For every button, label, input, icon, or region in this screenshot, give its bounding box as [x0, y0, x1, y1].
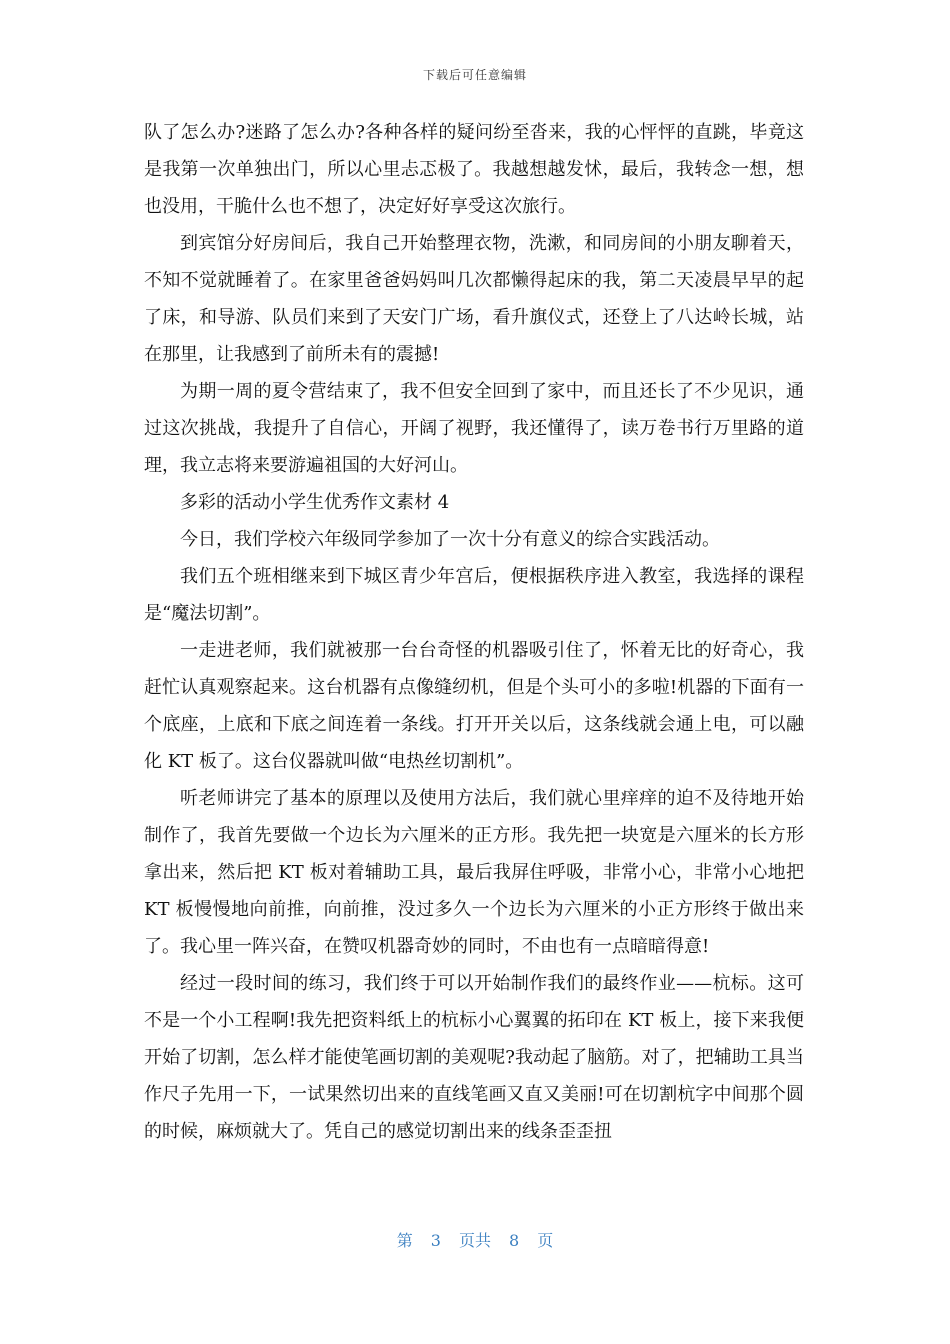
document-body: [144, 114, 804, 1150]
page-header: 下载后可任意编辑: [422, 68, 527, 82]
footer-label-end: 页: [537, 1231, 554, 1250]
paragraph: 到宾馆分好房间后，我自己开始整理衣物，洗漱，和同房间的小朋友聊着天，不知不觉就睡着了。在家里爸爸妈妈叫几次都懒得起床的我，第二天凌晨早早的起了床，和导游、队员们来到了天安门广场，看升旗仪式，还登上了八达岭长城，站在那里，让我感到了前所未有的震撼!: [144, 233, 804, 365]
paragraph: 一走进老师，我们就被那一台台奇怪的机器吸引住了，怀着无比的好奇心，我赶忙认真观察起来。这台机器有点像缝纫机，但是个头可小的多啦!机器的下面有一个底座，上底和下底之间连着一条线。打开开关以后，这条线就会通上电，可以融化 KT 板了。这台仪器就叫做“电热丝切割机”。: [144, 640, 804, 772]
footer-label-of: 页共: [458, 1231, 491, 1250]
paragraph: 为期一周的夏令营结束了，我不但安全回到了家中，而且还长了不少见识，通过这次挑战，我提升了自信心，开阔了视野，我还懂得了，读万卷书行万里路的道理，我立志将来要游遍祖国的大好河山。: [144, 381, 804, 476]
paragraph: 今日，我们学校六年级同学参加了一次十分有意义的综合实践活动。: [180, 529, 720, 550]
paragraph-continued: 队了怎么办?迷路了怎么办?各种各样的疑问纷至沓来，我的心怦怦的直跳，毕竟这是我第一次单独出门，所以心里忐忑极了。我越想越发怵，最后，我转念一想，想也没用，干脆什么也不想了，决定好好享受这次旅行。: [144, 122, 804, 217]
paragraph: 听老师讲完了基本的原理以及使用方法后，我们就心里痒痒的迫不及待地开始制作了，我首先要做一个边长为六厘米的正方形。我先把一块宽是六厘米的长方形拿出来，然后把 KT 板对着辅助工具，最后我屏住呼吸，非常小心，非常小心地把 KT 板慢慢地向前推，向前推，没过多久一个边长为六厘米的小正方形终于做出来了。我心里一阵兴奋，在赞叹机器奇妙的同时，不由也有一点暗暗得意!: [144, 788, 804, 957]
section-title: 多彩的活动小学生优秀作文素材 4: [180, 492, 450, 513]
footer-label-page: 第: [396, 1231, 413, 1250]
page-footer: [0, 1228, 950, 1251]
footer-total-pages: 8: [509, 1231, 520, 1250]
footer-current-page: 3: [430, 1231, 441, 1250]
paragraph: 我们五个班相继来到下城区青少年宫后，便根据秩序进入教室，我选择的课程是“魔法切割”。: [144, 566, 804, 624]
paragraph: 经过一段时间的练习，我们终于可以开始制作我们的最终作业——杭标。这可不是一个小工程啊!我先把资料纸上的杭标小心翼翼的拓印在 KT 板上，接下来我便开始了切割，怎么样才能使笔画切割的美观呢?我动起了脑筋。对了，把辅助工具当作尺子先用一下，一试果然切出来的直线笔画又直又美丽!可在切割杭字中间那个圆的时候，麻烦就大了。凭自己的感觉切割出来的线条歪歪扭: [144, 973, 804, 1142]
